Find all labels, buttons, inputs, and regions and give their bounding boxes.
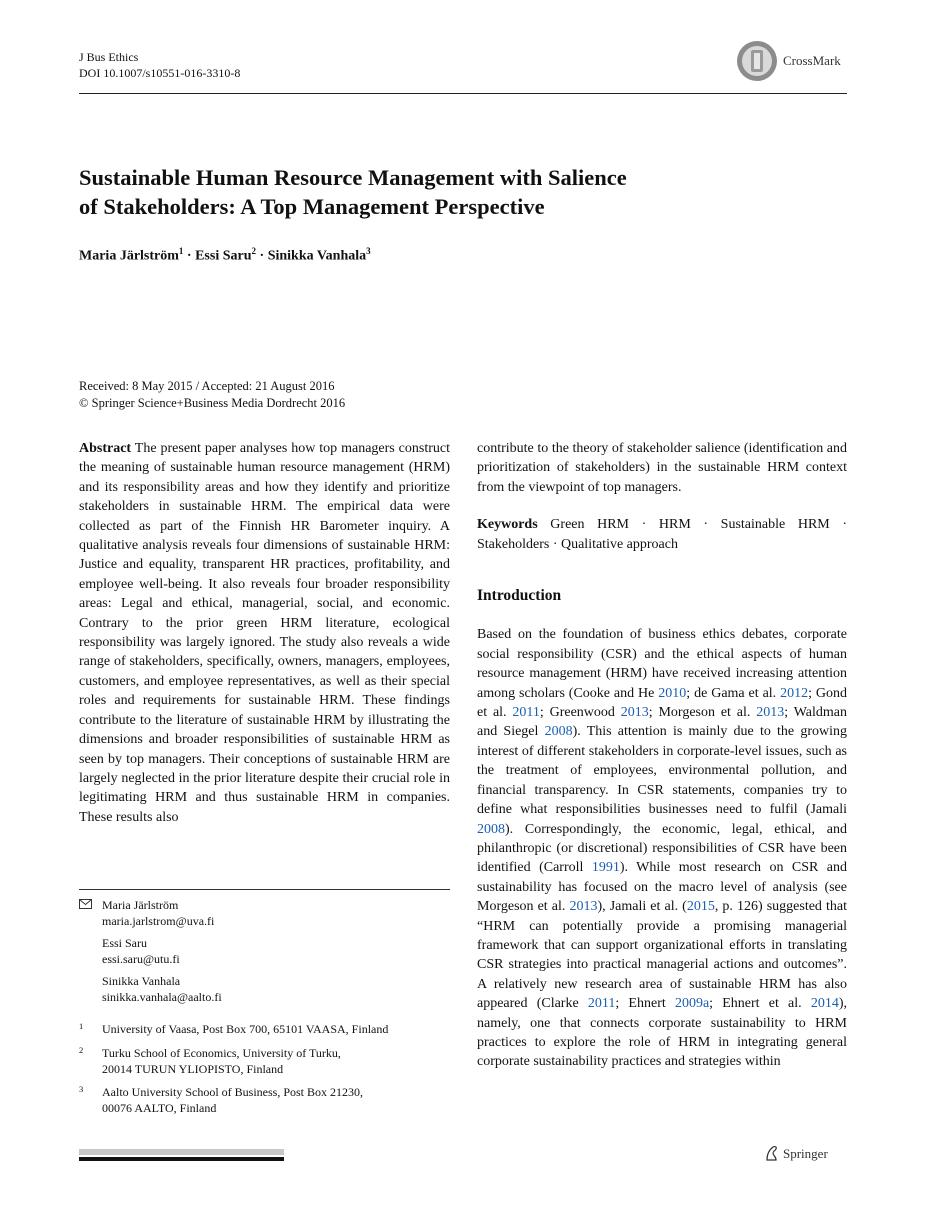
citation-link[interactable]: 2008 xyxy=(477,821,505,837)
affiliation-number: 3 xyxy=(79,1084,84,1094)
citation-link[interactable]: 2013 xyxy=(569,899,598,915)
contact-block xyxy=(102,935,450,967)
intro-text: ; Morgeson et al. xyxy=(648,705,757,721)
intro-text: ). While most research on CSR and sustainability has focused on the macro level of analysis (see Morgeson et al. xyxy=(477,860,847,915)
contact-name: Essi Saru xyxy=(102,936,147,950)
affiliation-number: 1 xyxy=(79,1021,84,1031)
affiliation-line: Turku School of Economics, University of Turku, xyxy=(102,1046,341,1060)
keywords-items: Green HRM · HRM · Sustainable HRM · Stakeholders · Qualitative approach xyxy=(477,517,848,552)
article-dates xyxy=(79,378,345,412)
introduction-heading: Introduction xyxy=(477,587,562,605)
contact-block xyxy=(102,973,450,1005)
abstract-label: Abstract xyxy=(79,441,132,456)
intro-text: ). Correspondingly, the economic, legal, ethical, and philanthropic (or discretional) responsibilities of CSR have been identified (Carroll xyxy=(477,821,847,876)
right-column xyxy=(477,439,847,1072)
author-name[interactable]: Essi Saru xyxy=(195,248,252,264)
citation-link[interactable]: 2009a xyxy=(674,996,710,1012)
contact-email[interactable]: essi.saru@utu.fi xyxy=(102,952,180,966)
article-title xyxy=(79,163,759,221)
intro-text: ). This attention is mainly due to the growing interest of different stakeholders in corporate-level issues, such as the treatment of employees, environmental pollution, and financial transparency. In CSR statements, companies try to define what responsibilities businesses need to fulfil (Jamali xyxy=(477,724,847,818)
citation-link[interactable]: 2013 xyxy=(620,705,649,721)
contact-name: Sinikka Vanhala xyxy=(102,974,181,988)
affiliation-line: University of Vaasa, Post Box 700, 65101 VAASA, Finland xyxy=(102,1022,389,1036)
author-separator: · xyxy=(186,248,192,264)
contact-email[interactable]: maria.jarlstrom@uva.fi xyxy=(102,914,215,928)
author-name[interactable]: Maria Järlström xyxy=(79,248,179,264)
author-name[interactable]: Sinikka Vanhala xyxy=(267,248,367,264)
affiliation-number: 2 xyxy=(79,1045,84,1055)
intro-text: ), Jamali et al. ( xyxy=(597,899,687,915)
author-affil-ref: 2 xyxy=(251,246,257,256)
citation-link[interactable]: 1991 xyxy=(591,860,620,876)
crossmark-icon xyxy=(736,40,778,82)
intro-text: ; Greenwood xyxy=(539,705,621,721)
citation-link[interactable]: 2010 xyxy=(658,685,687,701)
crossmark-badge[interactable] xyxy=(736,40,848,82)
title-line-2: of Stakeholders: A Top Management Perspective xyxy=(79,194,545,219)
intro-text: ; de Gama et al. xyxy=(686,685,781,701)
citation-link[interactable]: 2015 xyxy=(686,899,715,915)
affiliation xyxy=(79,1045,450,1077)
citation-link[interactable]: 2013 xyxy=(756,705,785,721)
springer-horse-icon xyxy=(764,1144,780,1162)
keywords-label: Keywords xyxy=(477,517,538,533)
citation-link[interactable]: 2008 xyxy=(544,724,573,740)
keywords xyxy=(477,515,847,554)
abstract-text: The present paper analyses how top managers construct the meaning of sustainable human resource management (HRM) and its responsibility areas and how they identify and prioritize stakeholders in sustainable HRM. The empirical data were collected as part of the Finnish HR Barometer inquiry. A qualitative analysis reveals four dimensions of sustainable HRM: Justice and equality, transparent HR practices, profitability, and employee well-being. It also reveals four broader responsibility areas: Legal and ethical, managerial, social, and economic. Contrary to the prior green HRM literature, ecological responsibility was largely ignored. The study also reveals a wide range of stakeholders, specifically, owners, managers, employees, customers, and employee representatives, as well as their special roles and requirements for sustainable HRM. These findings contribute to the literature of sustainable HRM by illustrating the dimensions and broader responsibilities of sustainable HRM as seen by top managers. Their conceptions of sustainable HRM are largely neglected in the prior literature despite their crucial role in legitimating HRM and thus sustainable HRM in companies. These results also xyxy=(79,441,451,825)
doi[interactable]: DOI 10.1007/s10551-016-3310-8 xyxy=(79,66,241,80)
title-line-1: Sustainable Human Resource Management with Salience xyxy=(79,165,627,190)
intro-text: ; Ehnert et al. xyxy=(709,996,811,1012)
affiliation xyxy=(79,1084,450,1116)
contact-email[interactable]: sinikka.vanhala@aalto.fi xyxy=(102,990,222,1004)
intro-text: ; Waldman and Siegel xyxy=(477,705,847,740)
intro-text: ; Gond et al. xyxy=(477,685,848,721)
intro-text: ), namely, one that connects corporate sustainability to HRM practices to explore the role of HRM in integrating general corporate sustainability practices and strategies within xyxy=(477,996,847,1070)
author-affil-ref: 1 xyxy=(178,246,184,256)
barcode-image xyxy=(79,1149,284,1161)
affiliation xyxy=(79,1021,450,1037)
correspondence xyxy=(79,897,450,1011)
received-accepted: Received: 8 May 2015 / Accepted: 21 August 2016 xyxy=(79,379,335,393)
abstract xyxy=(79,439,450,827)
intro-text: Based on the foundation of business ethics debates, corporate social responsibility (CSR) and the ethical aspects of human resource management (HRM) have received increasing attention among scholars (Cooke and He xyxy=(477,627,847,701)
header-rule xyxy=(79,93,847,94)
citation-link[interactable]: 2011 xyxy=(587,996,616,1012)
journal-name: J Bus Ethics xyxy=(79,50,139,64)
envelope-icon xyxy=(79,899,92,909)
citation-link[interactable]: 2014 xyxy=(810,996,839,1012)
author-list xyxy=(79,246,371,265)
affiliation-line: 20014 TURUN YLIOPISTO, Finland xyxy=(102,1062,284,1076)
affiliation-line: 00076 AALTO, Finland xyxy=(102,1101,217,1115)
publisher-name: Springer xyxy=(783,1146,828,1161)
citation-link[interactable]: 2012 xyxy=(780,685,809,701)
crossmark-label: CrossMark xyxy=(783,53,841,68)
introduction-body xyxy=(477,625,847,1071)
journal-header xyxy=(79,49,240,81)
author-affil-ref: 3 xyxy=(366,246,371,256)
affiliation-line: Aalto University School of Business, Post Box 21230, xyxy=(102,1085,364,1099)
footnote-rule xyxy=(79,889,450,890)
intro-text: ; Ehnert xyxy=(615,996,675,1012)
intro-text: , p. 126) suggested that “HRM can potentially provide a promising managerial framework that can support organizational efforts in translating CSR strategies into practical managerial actions and outcomes”. A relatively new research area of sustainable HRM has also appeared (Clarke xyxy=(477,899,847,1012)
contact-name: Maria Järlström xyxy=(102,898,179,912)
citation-link[interactable]: 2011 xyxy=(512,705,540,721)
contact-block xyxy=(102,897,450,929)
author-separator: · xyxy=(259,248,265,264)
copyright: © Springer Science+Business Media Dordrecht 2016 xyxy=(79,396,346,410)
abstract-continued: contribute to the theory of stakeholder salience (identification and prioritization of stakeholders) in the sustainable HRM context from the viewpoint of top managers. xyxy=(477,441,847,495)
